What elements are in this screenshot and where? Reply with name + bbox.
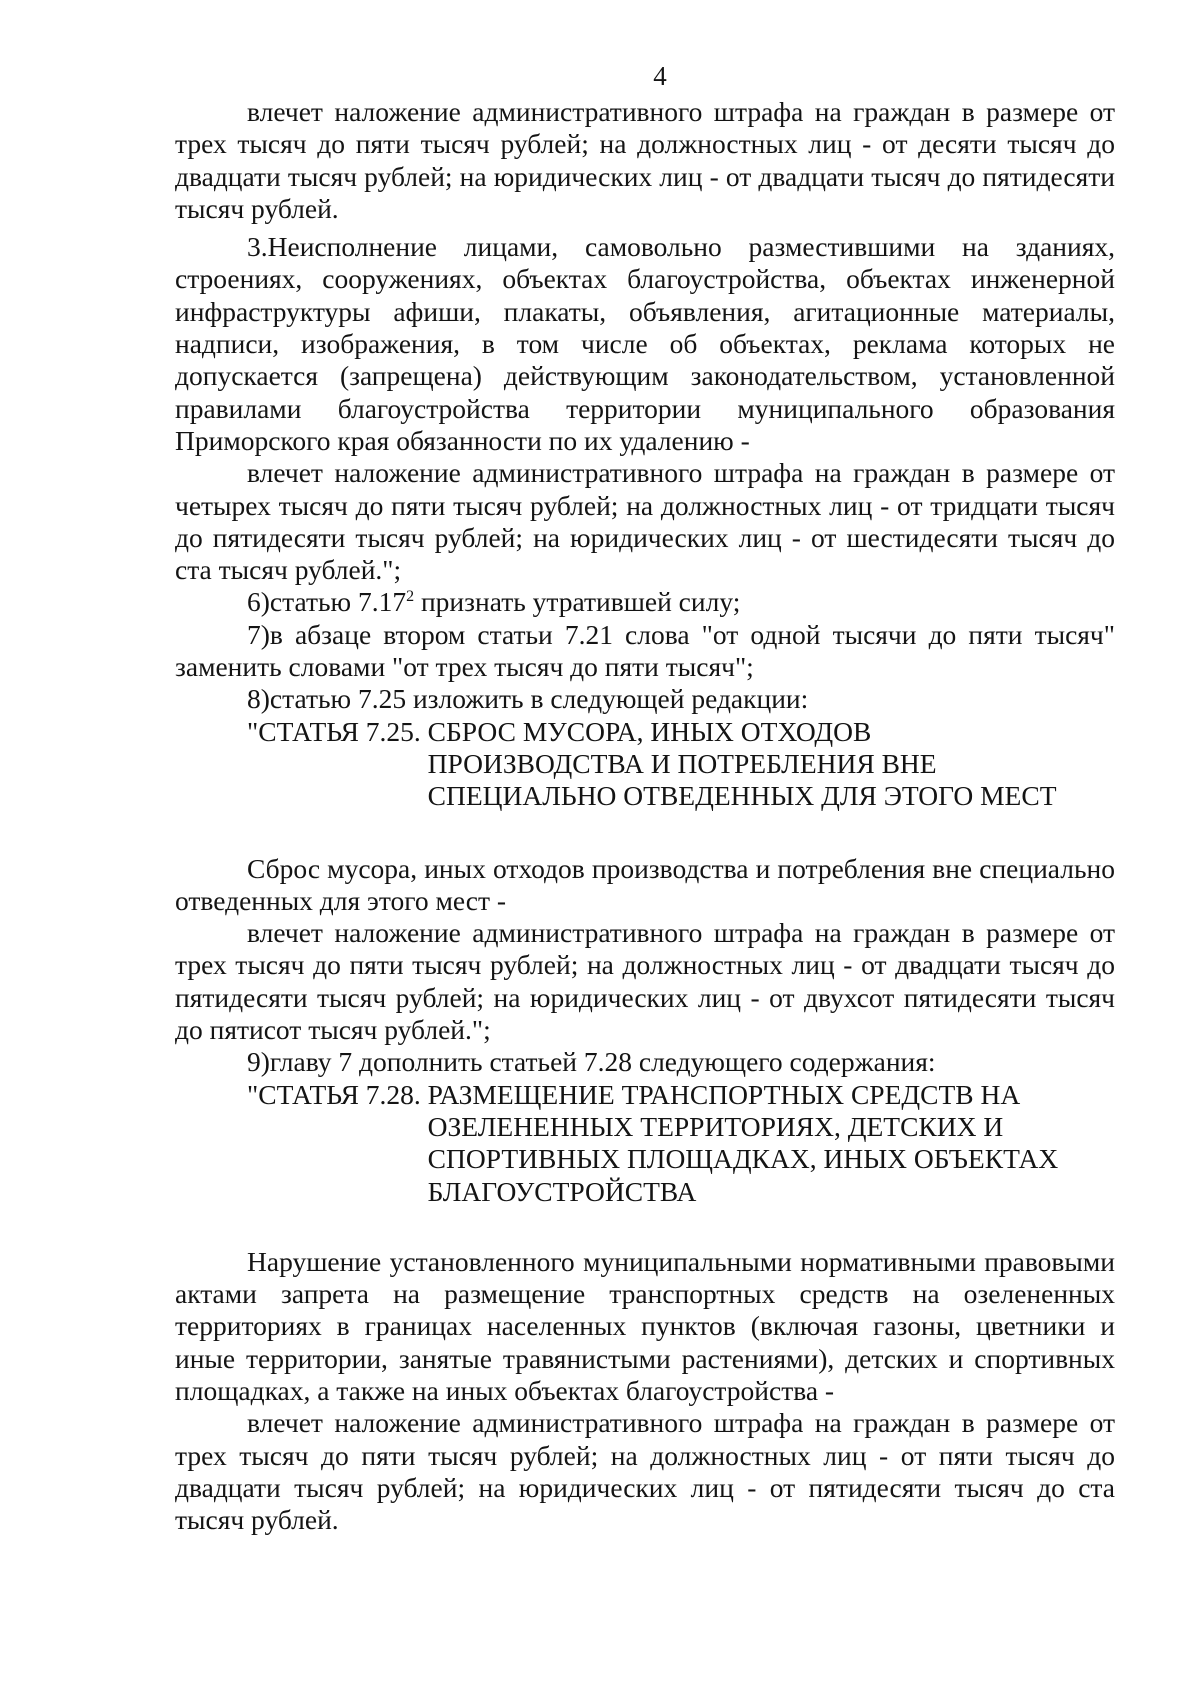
article-7-28-title: [428, 1079, 1115, 1208]
paragraph-penalty-4: влечет наложение административного штрафа на граждан в размере от трех тысяч до пяти тысяч рублей; на должностных лиц - от пяти тысяч до двадцати тысяч рублей; на юридических лиц - от пятидесяти тысяч до ста тысяч рублей.: [175, 1407, 1115, 1536]
amendment-6-text-end: признать утратившей силу;: [414, 586, 741, 618]
article-title-line: РАЗМЕЩЕНИЕ ТРАНСПОРТНЫХ СРЕДСТВ НА: [427, 1078, 1021, 1110]
article-title-line: БЛАГОУСТРОЙСТВА: [427, 1175, 697, 1207]
paragraph-amendment-8: 8)статью 7.25 изложить в следующей редакции:: [247, 683, 809, 715]
amendment-6-text: 6)статью 7.17: [247, 586, 407, 618]
page-number: 4: [653, 61, 667, 91]
paragraph-penalty-3: влечет наложение административного штрафа на граждан в размере от трех тысяч до пяти тысяч рублей; на должностных лиц - от двадцати тысяч до пятидесяти тысяч рублей; на юридических лиц - от двухсот пятидесяти тысяч до пятисот тысяч рублей.";: [175, 917, 1115, 1046]
article-7-28-heading: [247, 1079, 1115, 1208]
superscript: 2: [406, 588, 415, 606]
paragraph-amendment-9: 9)главу 7 дополнить статьей 7.28 следующего содержания:: [247, 1046, 936, 1078]
paragraph-item-3: 3.Неисполнение лицами, самовольно разместившими на зданиях, строениях, сооружениях, объектах благоустройства, объектах инженерной инфраструктуры афиши, плакаты, объявления, агитационные материалы, надписи, изображения, в том числе об объектах, реклама которых не допускается (запрещена) действующим законодательством, установленной правилами благоустройства территории муниципального образования Приморского края обязанности по их удалению -: [175, 231, 1115, 456]
article-title-line: ПРОИЗВОДСТВА И ПОТРЕБЛЕНИЯ ВНЕ: [427, 747, 937, 779]
paragraph-penalty-2: влечет наложение административного штрафа на граждан в размере от четырех тысяч до пяти тысяч рублей; на должностных лиц - от тридцати тысяч до пятидесяти тысяч рублей; на юридических лиц - от шестидесяти тысяч до ста тысяч рублей.";: [175, 457, 1115, 586]
paragraph-penalty-1: влечет наложение административного штрафа на граждан в размере от трех тысяч до пяти тысяч рублей; на должностных лиц - от десяти тысяч до двадцати тысяч рублей; на юридических лиц - от двадцати тысяч до пятидесяти тысяч рублей.: [175, 96, 1115, 224]
article-7-28-number: "СТАТЬЯ 7.28.: [247, 1078, 428, 1110]
paragraph-article-7-28-body: Нарушение установленного муниципальными нормативными правовыми актами запрета на размещение транспортных средств на озелененных территориях в границах населенных пунктов (включая газоны, цветники и иные территории, занятые травянистыми растениями), детских и спортивных площадках, а также на иных объектах благоустройства -: [175, 1245, 1115, 1406]
article-title-line: СБРОС МУСОРА, ИНЫХ ОТХОДОВ: [427, 715, 872, 747]
article-7-25-heading: [247, 716, 1115, 813]
article-7-25-title: [428, 716, 1115, 813]
paragraph-amendment-6: [175, 586, 1115, 618]
article-title-line: ОЗЕЛЕНЕННЫХ ТЕРРИТОРИЯХ, ДЕТСКИХ И: [427, 1110, 1004, 1142]
article-title-line: СПЕЦИАЛЬНО ОТВЕДЕННЫХ ДЛЯ ЭТОГО МЕСТ: [427, 780, 1057, 812]
article-title-line: СПОРТИВНЫХ ПЛОЩАДКАХ, ИНЫХ ОБЪЕКТАХ: [427, 1143, 1059, 1175]
paragraph-amendment-7: 7)в абзаце втором статьи 7.21 слова "от одной тысячи до пяти тысяч" заменить словами "от трех тысяч до пяти тысяч";: [175, 618, 1115, 683]
document-body: [175, 96, 1115, 1536]
paragraph-article-7-25-body: Сброс мусора, иных отходов производства и потребления вне специально отведенных для этого мест -: [175, 852, 1115, 916]
article-7-25-number: "СТАТЬЯ 7.25.: [247, 715, 428, 747]
